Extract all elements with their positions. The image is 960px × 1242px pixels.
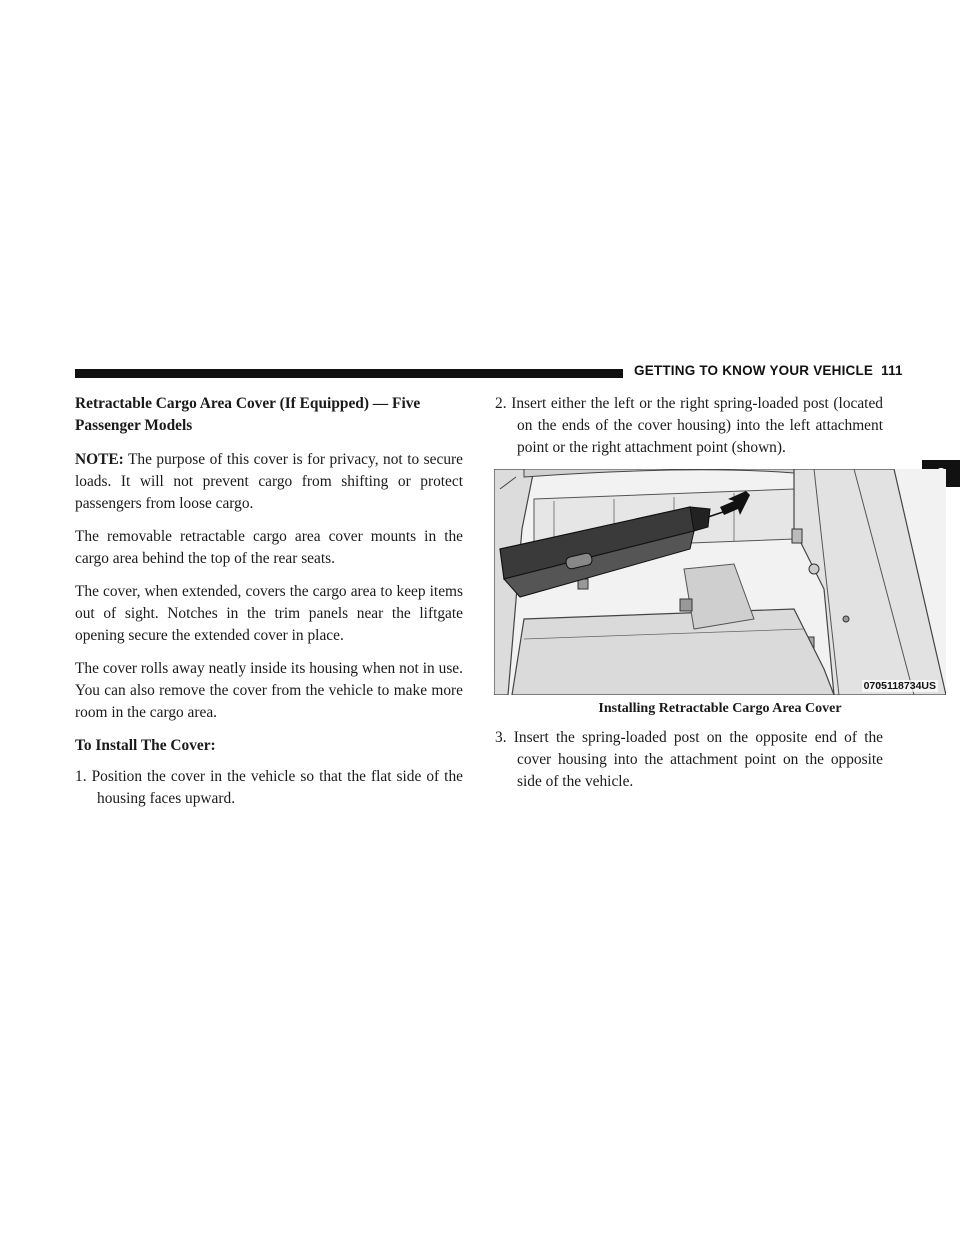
note-paragraph [75,449,463,515]
cargo-area-drawing [494,469,946,695]
note-text: The purpose of this cover is for privacy, not to secure loads. It will not prevent cargo from shifting or protect passengers from loose cargo. [75,451,463,512]
running-header [634,363,903,378]
note-label: NOTE: [75,451,124,468]
step-1: 1. Position the cover in the vehicle so that the flat side of the housing faces upward. [75,768,463,807]
figure-caption: Installing Retractable Cargo Area Cover [598,701,842,716]
page-number: 111 [881,363,903,378]
right-column [495,393,936,803]
section-title: GETTING TO KNOW YOUR VEHICLE [634,363,874,378]
step-2: 2. Insert either the left or the right spring-loaded post (located on the ends of the cover housing) into the left attachment point or the right attachment point (shown). [495,395,883,456]
figure-code: 0705118734US [863,680,936,692]
cargo-cover-illustration [494,469,946,695]
step-3: 3. Insert the spring-loaded post on the opposite end of the cover housing into the attachment point on the opposite side of the vehicle. [495,729,883,790]
section-heading: Retractable Cargo Area Cover (If Equipped) — Five Passenger Models [75,395,421,434]
header-rule [75,369,623,378]
left-column [75,393,463,820]
body-paragraph: The cover rolls away neatly inside its housing when not in use. You can also remove the cover from the vehicle to make more room in the cargo area. [75,660,463,721]
install-subheading: To Install The Cover: [75,737,216,754]
body-paragraph: The removable retractable cargo area cover mounts in the cargo area behind the top of the rear seats. [75,528,463,567]
body-paragraph: The cover, when extended, covers the cargo area to keep items out of sight. Notches in the trim panels near the liftgate opening secure the extended cover in place. [75,583,463,644]
